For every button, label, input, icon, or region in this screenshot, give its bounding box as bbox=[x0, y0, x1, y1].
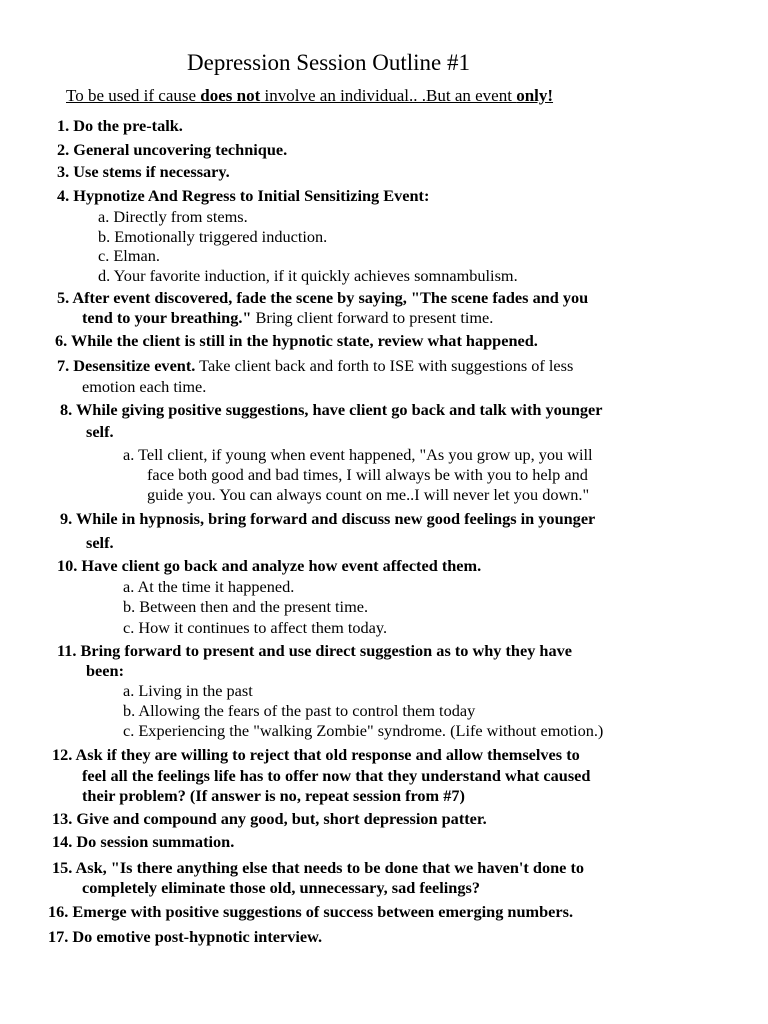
outline-subitem: b. Allowing the fears of the past to control them today bbox=[123, 701, 476, 720]
subtitle-text: involve an individual.. .But an event bbox=[260, 86, 517, 105]
page-title: Depression Session Outline #1 bbox=[187, 50, 471, 75]
outline-subitem: a. Tell client, if young when event happened, "As you grow up, you will bbox=[123, 445, 593, 464]
outline-item: 16. Emerge with positive suggestions of success between emerging numbers. bbox=[48, 902, 574, 921]
outline-item: 2. General uncovering technique. bbox=[57, 140, 288, 159]
outline-subitem: c. Elman. bbox=[98, 246, 160, 265]
subtitle-emphasis: does not bbox=[200, 86, 261, 105]
outline-item: 15. Ask, "Is there anything else that needs to be done that we haven't done to bbox=[52, 858, 585, 877]
page-subtitle bbox=[66, 85, 553, 107]
outline-subitem: a. Living in the past bbox=[123, 681, 253, 700]
outline-subitem: b. Between then and the present time. bbox=[123, 597, 369, 616]
outline-item-continued: emotion each time. bbox=[82, 377, 207, 396]
outline-item: 4. Hypnotize And Regress to Initial Sensitizing Event: bbox=[57, 186, 430, 205]
outline-item: 12. Ask if they are willing to reject that old response and allow themselves to bbox=[52, 745, 580, 764]
outline-item-continued: their problem? (If answer is no, repeat session from #7) bbox=[82, 786, 465, 805]
outline-subitem: a. Directly from stems. bbox=[98, 207, 248, 226]
outline-item: 3. Use stems if necessary. bbox=[57, 162, 230, 181]
outline-item: 5. After event discovered, fade the scene by saying, "The scene fades and you bbox=[57, 288, 589, 307]
outline-subitem: b. Emotionally triggered induction. bbox=[98, 227, 328, 246]
outline-item-continued: self. bbox=[86, 533, 114, 552]
outline-subitem-continued: guide you. You can always count on me..I will never let you down." bbox=[147, 485, 590, 504]
outline-item: 14. Do session summation. bbox=[52, 832, 235, 851]
outline-item-continued: completely eliminate those old, unnecessary, sad feelings? bbox=[82, 878, 480, 897]
outline-item-continued bbox=[82, 308, 493, 328]
outline-subitem: d. Your favorite induction, if it quickly achieves somnambulism. bbox=[98, 266, 518, 285]
outline-item: 9. While in hypnosis, bring forward and discuss new good feelings in younger bbox=[60, 509, 596, 528]
outline-item: 8. While giving positive suggestions, have client go back and talk with younger bbox=[60, 400, 603, 419]
outline-item-continued: feel all the feelings life has to offer now that they understand what caused bbox=[82, 766, 591, 785]
outline-subitem: c. Experiencing the "walking Zombie" syndrome. (Life without emotion.) bbox=[123, 721, 604, 740]
outline-item-continued: been: bbox=[86, 661, 124, 680]
outline-item: 11. Bring forward to present and use direct suggestion as to why they have bbox=[57, 641, 572, 660]
outline-item: 13. Give and compound any good, but, short depression patter. bbox=[52, 809, 487, 828]
outline-item: 1. Do the pre-talk. bbox=[57, 116, 183, 135]
subtitle-text: To be used if cause bbox=[66, 86, 201, 105]
outline-subitem: c. How it continues to affect them today. bbox=[123, 618, 388, 637]
subtitle-emphasis: only! bbox=[516, 86, 554, 105]
outline-item-bold-text: 7. Desensitize event. bbox=[57, 356, 196, 375]
outline-item bbox=[57, 356, 573, 376]
outline-item: 17. Do emotive post-hypnotic interview. bbox=[48, 927, 323, 946]
outline-item: 6. While the client is still in the hypnotic state, review what happened. bbox=[55, 331, 538, 350]
outline-item-text: Take client back and forth to ISE with suggestions of less bbox=[195, 356, 574, 375]
outline-item-bold-text: tend to your breathing." bbox=[82, 308, 252, 327]
outline-subitem: a. At the time it happened. bbox=[123, 577, 295, 596]
outline-item: 10. Have client go back and analyze how event affected them. bbox=[57, 556, 482, 575]
outline-item-text: Bring client forward to present time. bbox=[251, 308, 494, 327]
outline-subitem-continued: face both good and bad times, I will always be with you to help and bbox=[147, 465, 588, 484]
outline-item-continued: self. bbox=[86, 422, 114, 441]
